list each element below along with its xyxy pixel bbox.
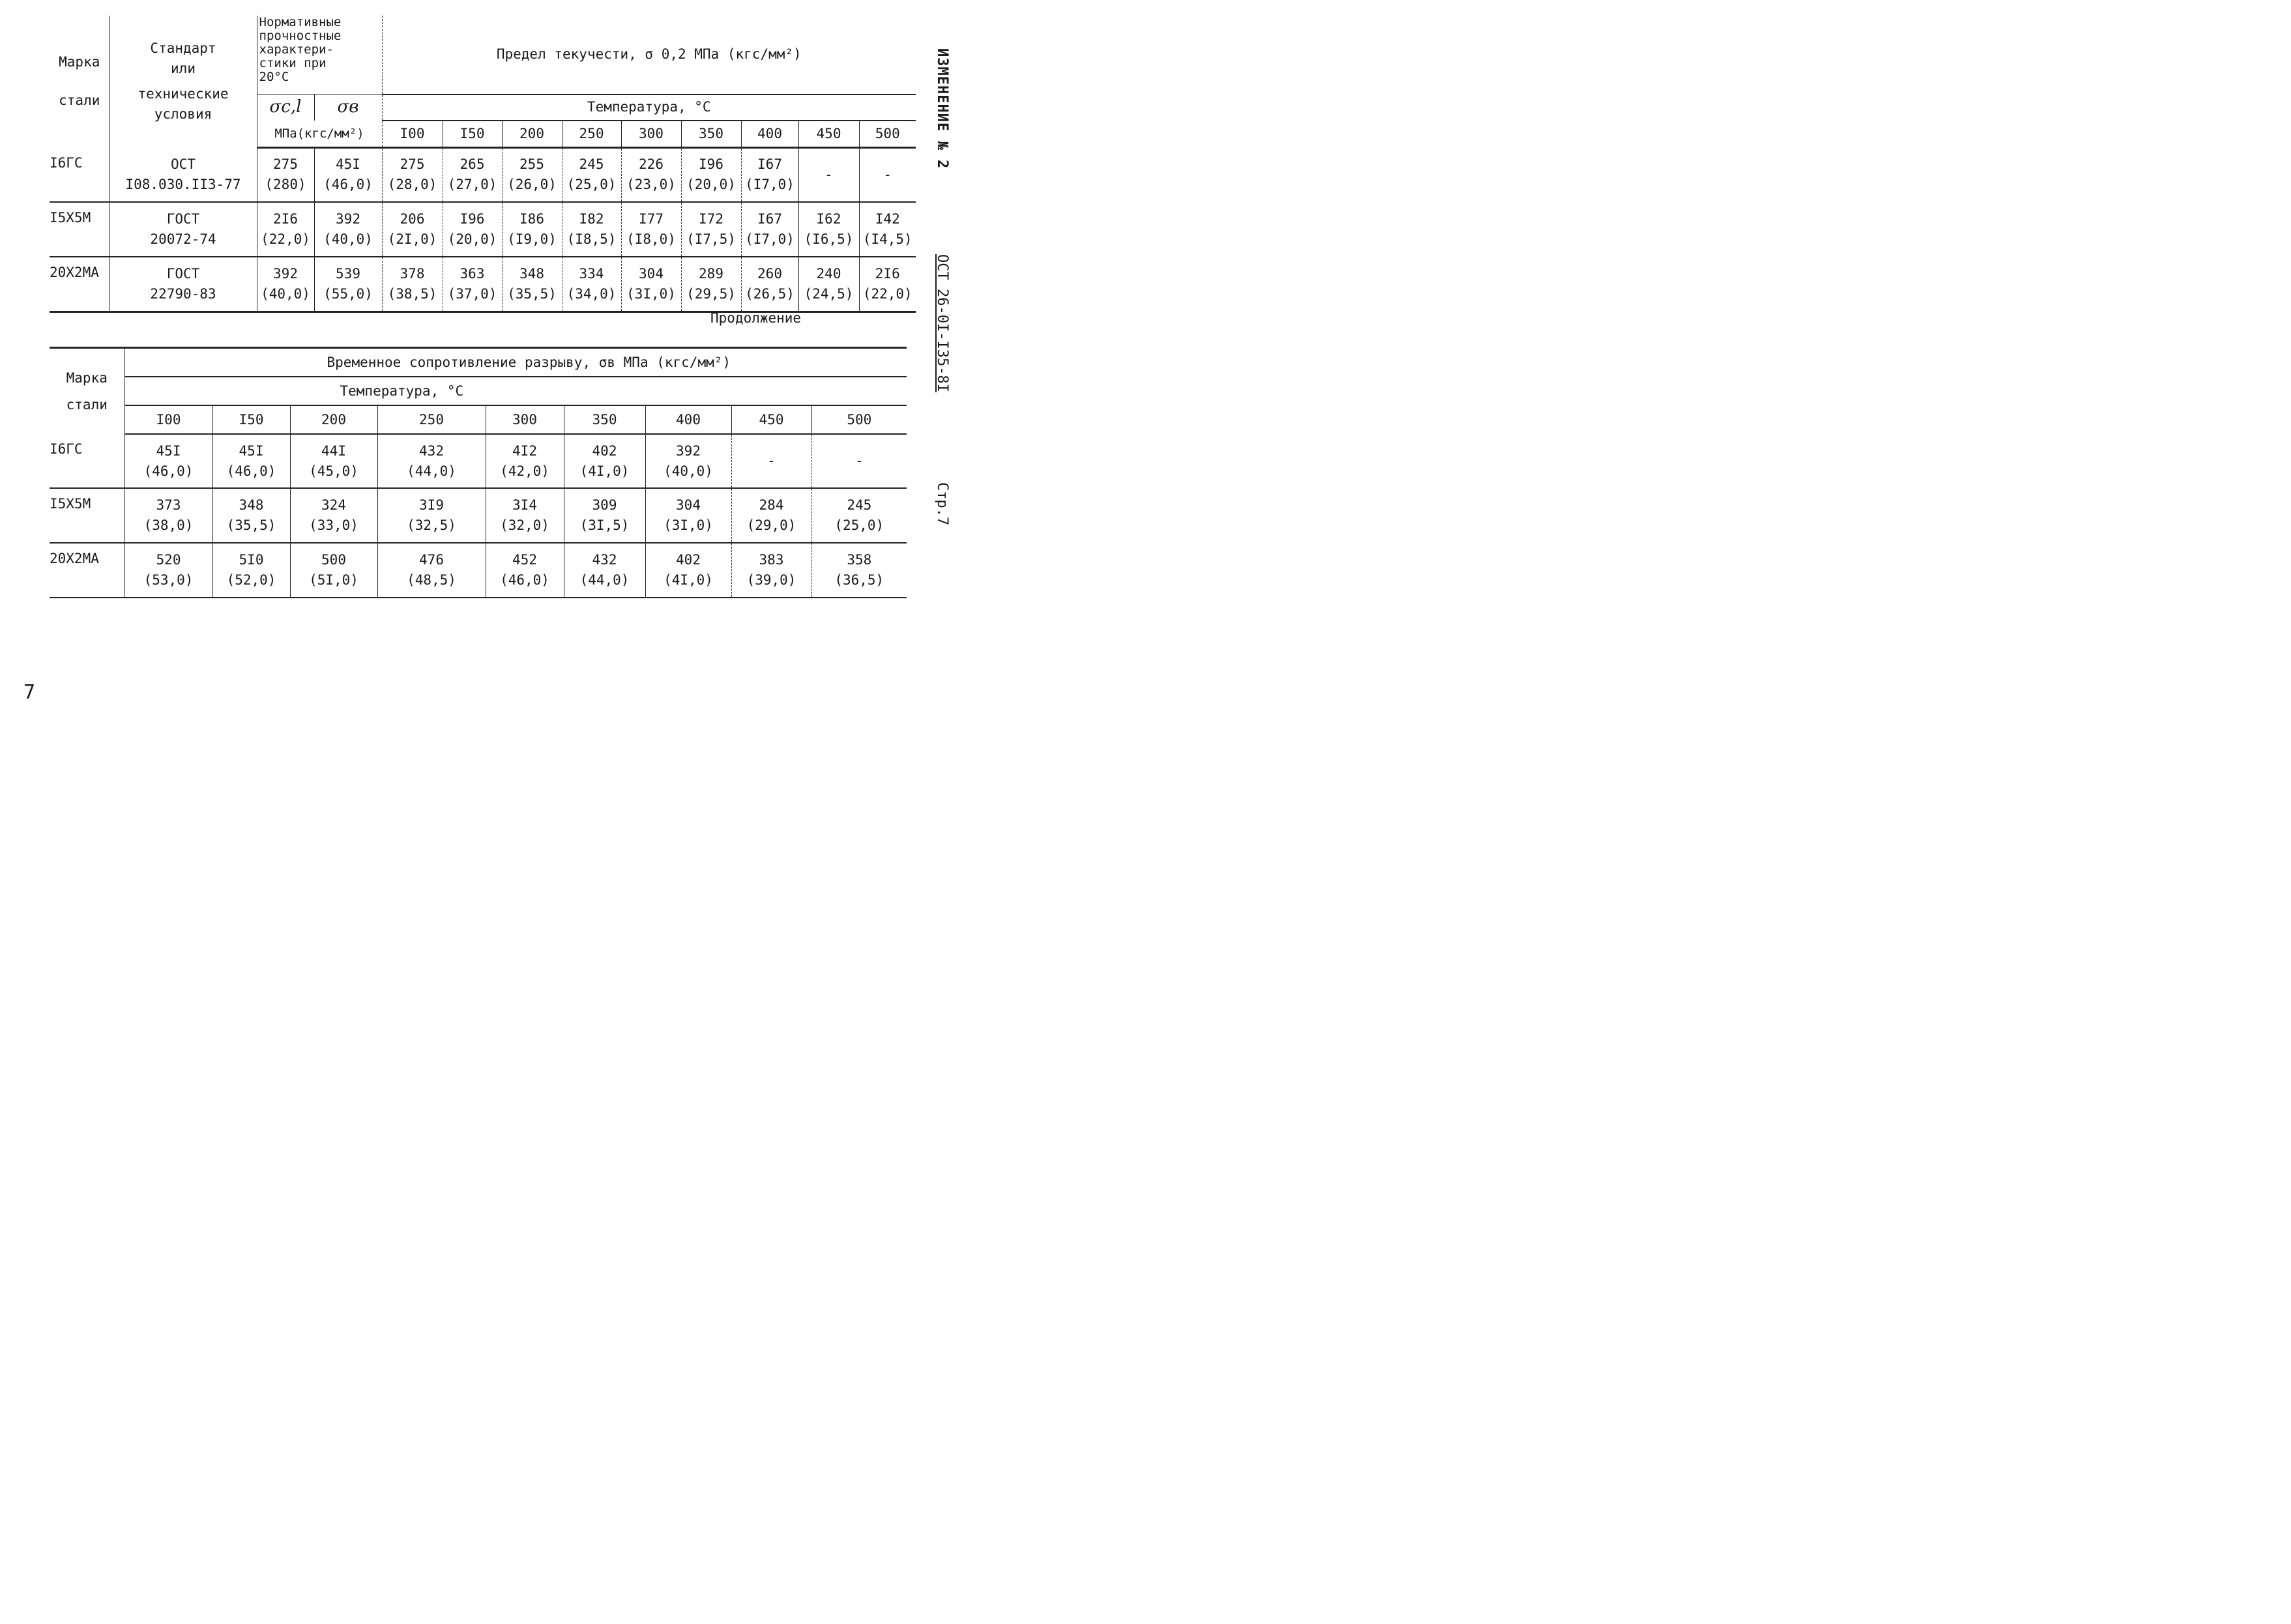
tensile-cell	[290, 434, 377, 488]
tensile-cell	[645, 543, 731, 598]
tensile-cell-kgf: (46,0)	[143, 463, 194, 479]
temp-col-2: 200	[502, 121, 562, 148]
steel-grade-value: I6ГС	[50, 154, 83, 171]
temp-col-2-1: I50	[212, 405, 290, 434]
tensile-cell-value: 4I2	[512, 442, 537, 459]
standard-ref	[109, 257, 257, 312]
tensile-cell	[645, 434, 731, 488]
normative-header-line3: характери-	[259, 42, 334, 57]
temp-col-2-4: 300	[486, 405, 564, 434]
table-row	[50, 488, 907, 543]
steel-grade-value: 20X2MA	[50, 551, 99, 566]
tensile-cell-value: 324	[321, 497, 346, 513]
yield-cell	[681, 148, 741, 202]
standard-header-line3: технические	[138, 86, 229, 102]
yield-cell-value: 240	[816, 265, 841, 282]
standard-number: ОСТ 26-0I-I35-8I	[934, 254, 950, 392]
tensile-cell-kgf: (44,0)	[579, 572, 630, 588]
page-number: Стр.7	[934, 482, 950, 526]
unit-header: МПа(кгс/мм²)	[257, 121, 382, 148]
tensile-cell-value: 383	[759, 552, 784, 568]
tensile-cell-kgf: (44,0)	[407, 463, 456, 479]
normative-header-line1: Нормативные	[259, 15, 342, 29]
standard-ref-kgf: I08.030.II3-77	[125, 176, 241, 192]
tensile-cell-kgf: (45,0)	[309, 463, 358, 479]
tensile-cell	[564, 543, 645, 598]
tensile-cell	[124, 434, 212, 488]
standard-header-line1: Стандарт	[150, 40, 216, 57]
yield-cell-value: 206	[400, 210, 425, 227]
tensile-cell	[564, 434, 645, 488]
tensile-cell	[124, 543, 212, 598]
tensile-cell-kgf: (40,0)	[664, 463, 713, 479]
steel-grade-value: 20X2MA	[50, 264, 99, 280]
tensile-cell-kgf: (4I,0)	[664, 572, 713, 588]
temp-col-2-5: 350	[564, 405, 645, 434]
tensile-cell-value: 3I9	[419, 497, 444, 513]
grade-header-2	[50, 348, 124, 435]
yield-cell-value: 2I6	[875, 265, 900, 282]
tensile-cell-value: 452	[512, 552, 537, 568]
steel-grade	[50, 543, 124, 598]
tensile-cell-value: 476	[419, 552, 444, 568]
tensile-cell-kgf: (3I,5)	[579, 517, 630, 533]
yield-cell-kgf: (34,0)	[566, 285, 617, 302]
normative-header-line5: 20°C	[259, 70, 289, 84]
tensile-cell-value: 245	[847, 497, 872, 513]
yield-cell-kgf: (3I,0)	[626, 285, 676, 302]
yield-cell-value: 245	[579, 156, 604, 173]
temp-col-2-3: 250	[377, 405, 486, 434]
tensile-cell-value: 44I	[321, 442, 346, 459]
standard-ref-value: ОСТ	[171, 156, 196, 172]
yield-cell	[859, 257, 916, 312]
tensile-cell-kgf: (36,5)	[834, 572, 884, 588]
tensile-cell	[731, 488, 811, 543]
grade-header-line2: стали	[59, 93, 100, 109]
tensile-cell-value: -	[767, 453, 776, 469]
temp-col-2-7: 450	[731, 405, 811, 434]
normative-cell	[314, 257, 382, 312]
yield-cell-value: 334	[579, 265, 604, 282]
yield-cell-kgf: (I9,0)	[507, 231, 557, 247]
tensile-cell-kgf: (32,5)	[407, 517, 456, 533]
tensile-cell-value: 402	[592, 442, 617, 459]
normative-cell-kgf: (40,0)	[323, 231, 373, 247]
tensile-title: Временное сопротивление разрыву, σв МПа (кгс/мм²)	[124, 348, 907, 377]
tensile-cell	[731, 543, 811, 598]
tensile-cell-value: 284	[759, 497, 784, 513]
document-page	[0, 0, 1022, 719]
normative-cell-value: 392	[336, 210, 360, 227]
normative-cell	[257, 148, 314, 202]
grade-header-2-line1: Марка	[66, 370, 108, 386]
temp-col-7: 450	[798, 121, 859, 148]
yield-cell	[382, 148, 443, 202]
yield-strength-table	[50, 16, 916, 313]
yield-cell-value: 289	[699, 265, 723, 282]
tensile-cell-kgf: (35,5)	[226, 517, 276, 533]
yield-cell-value: 363	[460, 265, 485, 282]
temperature-header-2: Температура, °С	[124, 377, 907, 405]
sigma-c-header	[257, 94, 314, 121]
yield-cell-kgf: (24,5)	[804, 285, 854, 302]
yield-cell	[741, 202, 798, 257]
tensile-cell-kgf: (42,0)	[500, 463, 549, 479]
temp-col-6: 400	[741, 121, 798, 148]
yield-cell-value: -	[883, 166, 892, 182]
yield-cell-value: I86	[519, 210, 544, 227]
tensile-cell	[377, 488, 486, 543]
yield-cell	[621, 202, 681, 257]
table-row	[50, 543, 907, 598]
tensile-cell-value: 432	[592, 552, 617, 568]
tensile-cell-value: -	[854, 453, 864, 469]
steel-grade	[50, 202, 109, 257]
temp-col-1: I50	[443, 121, 502, 148]
steel-grade	[50, 148, 109, 202]
table-row	[50, 257, 916, 312]
temp-col-2-6: 400	[645, 405, 731, 434]
tensile-cell-kgf: (25,0)	[834, 517, 884, 533]
normative-header-line2: прочностные	[259, 29, 342, 43]
yield-cell-kgf: (27,0)	[447, 177, 497, 193]
yield-cell	[859, 148, 916, 202]
normative-cell-kgf: (22,0)	[261, 231, 310, 247]
tensile-cell	[212, 434, 290, 488]
yield-cell	[562, 148, 621, 202]
tensile-cell-kgf: (52,0)	[226, 572, 276, 588]
temp-col-3: 250	[562, 121, 621, 148]
normative-cell-kgf: (55,0)	[323, 285, 373, 302]
tensile-cell-kgf: (33,0)	[309, 517, 358, 533]
yield-cell	[741, 257, 798, 312]
yield-cell-kgf: (I8,5)	[566, 231, 617, 247]
tensile-cell-value: 373	[156, 497, 181, 513]
yield-cell	[621, 148, 681, 202]
table-row	[50, 202, 916, 257]
temp-col-2-0: I00	[124, 405, 212, 434]
tensile-cell-value: 3I4	[512, 497, 537, 513]
yield-cell-value: 378	[400, 265, 425, 282]
tensile-cell	[212, 543, 290, 598]
steel-grade	[50, 434, 124, 488]
yield-cell	[562, 202, 621, 257]
yield-title: Предел текучести, σ 0,2 МПа (кгс/мм²)	[382, 16, 916, 94]
yield-cell	[798, 257, 859, 312]
tensile-cell-value: 392	[676, 442, 701, 459]
temp-col-8: 500	[859, 121, 916, 148]
tensile-cell	[486, 488, 564, 543]
steel-grade	[50, 257, 109, 312]
sigma-b-header	[314, 94, 382, 121]
normative-cell-value: 539	[336, 265, 360, 282]
handwritten-mark: 7	[23, 681, 36, 704]
table-row	[50, 434, 907, 488]
temperature-header: Температура, °С	[382, 94, 916, 121]
temp-col-2-2: 200	[290, 405, 377, 434]
yield-cell-kgf: (I6,5)	[804, 231, 854, 247]
steel-grade	[50, 488, 124, 543]
yield-cell-kgf: (I7,5)	[686, 231, 736, 247]
continuation-label: Продолжение	[710, 310, 802, 326]
normative-header-line4: стики при	[259, 56, 327, 70]
table-row	[50, 148, 916, 202]
yield-cell-kgf: (37,0)	[447, 285, 497, 302]
normative-cell-kgf: (40,0)	[261, 285, 310, 302]
tensile-cell-value: 402	[676, 552, 701, 568]
yield-cell	[382, 257, 443, 312]
yield-cell-kgf: (I7,0)	[745, 177, 795, 193]
yield-cell-value: -	[824, 166, 833, 182]
yield-cell	[859, 202, 916, 257]
yield-cell-kgf: (29,5)	[686, 285, 736, 302]
yield-cell-kgf: (23,0)	[626, 177, 676, 193]
yield-cell-value: I82	[579, 210, 604, 227]
steel-grade-value: I5X5M	[50, 496, 91, 512]
tensile-cell	[290, 488, 377, 543]
tensile-cell-kgf: (29,0)	[746, 517, 796, 533]
standard-header	[109, 16, 257, 148]
yield-cell-value: I77	[639, 210, 664, 227]
tensile-cell	[811, 488, 907, 543]
tensile-cell-kgf: (32,0)	[500, 517, 549, 533]
grade-header-2-line2: стали	[66, 396, 108, 413]
yield-cell	[502, 257, 562, 312]
yield-cell	[502, 202, 562, 257]
tensile-cell-kgf: (3I,0)	[664, 517, 713, 533]
tensile-cell	[811, 434, 907, 488]
yield-cell	[382, 202, 443, 257]
sigma-b-symbol: σв	[337, 97, 359, 117]
standard-ref	[109, 202, 257, 257]
tensile-cell	[377, 434, 486, 488]
steel-grade-value: I6ГС	[50, 441, 83, 457]
yield-cell-kgf: (25,0)	[566, 177, 617, 193]
tensile-cell-kgf: (46,0)	[500, 572, 549, 588]
normative-cell	[257, 257, 314, 312]
yield-cell	[681, 257, 741, 312]
tensile-cell-value: 304	[676, 497, 701, 513]
yield-cell-kgf: (35,5)	[507, 285, 557, 302]
yield-cell	[562, 257, 621, 312]
temp-col-4: 300	[621, 121, 681, 148]
tensile-cell-kgf: (5I,0)	[309, 572, 358, 588]
tensile-cell	[486, 434, 564, 488]
tensile-cell-value: 500	[321, 552, 346, 568]
yield-cell-value: I96	[699, 156, 723, 173]
yield-cell	[621, 257, 681, 312]
normative-cell	[314, 148, 382, 202]
yield-cell-kgf: (2I,0)	[387, 231, 437, 247]
tensile-cell	[124, 488, 212, 543]
tensile-cell	[486, 543, 564, 598]
normative-cell-value: 392	[273, 265, 298, 282]
yield-cell-kgf: (20,0)	[447, 231, 497, 247]
yield-cell	[741, 148, 798, 202]
tensile-cell	[645, 488, 731, 543]
yield-cell-kgf: (26,5)	[745, 285, 795, 302]
grade-header	[50, 16, 109, 148]
temp-col-5: 350	[681, 121, 741, 148]
tensile-cell-kgf: (38,0)	[143, 517, 194, 533]
temp-col-2-8: 500	[811, 405, 907, 434]
yield-cell	[443, 148, 502, 202]
yield-cell-kgf: (28,0)	[387, 177, 437, 193]
yield-cell-kgf: (I4,5)	[862, 231, 912, 247]
yield-cell-value: 304	[639, 265, 664, 282]
tensile-cell-value: 5I0	[239, 552, 264, 568]
yield-cell	[502, 148, 562, 202]
yield-cell-kgf: (38,5)	[387, 285, 437, 302]
tensile-cell-kgf: (48,5)	[407, 572, 456, 588]
yield-cell-value: I42	[875, 210, 900, 227]
standard-ref-kgf: 22790-83	[150, 285, 216, 302]
yield-cell-value: 226	[639, 156, 664, 173]
temp-col-0: I00	[382, 121, 443, 148]
standard-ref-value: ГОСТ	[166, 265, 200, 282]
tensile-cell-kgf: (46,0)	[226, 463, 276, 479]
yield-cell-value: 265	[460, 156, 485, 173]
standard-header-line2: или	[171, 61, 196, 77]
yield-cell-value: 348	[519, 265, 544, 282]
normative-cell-kgf: (280)	[265, 177, 306, 193]
tensile-cell-kgf: (39,0)	[746, 572, 796, 588]
yield-cell-kgf: (20,0)	[686, 177, 736, 193]
standard-header-line4: условия	[154, 106, 212, 123]
yield-cell-kgf: (I7,0)	[745, 231, 795, 247]
tensile-cell-kgf: (4I,0)	[579, 463, 630, 479]
yield-cell-value: I62	[816, 210, 841, 227]
tensile-cell-value: 432	[419, 442, 444, 459]
yield-cell-kgf: (22,0)	[862, 285, 912, 302]
yield-cell-kgf: (I8,0)	[626, 231, 676, 247]
steel-grade-value: I5X5M	[50, 209, 91, 225]
grade-header-line1: Марка	[59, 54, 100, 70]
tensile-cell-value: 348	[239, 497, 264, 513]
tensile-cell	[290, 543, 377, 598]
tensile-cell-kgf: (53,0)	[143, 572, 194, 588]
yield-cell-value: I67	[757, 156, 782, 173]
tensile-strength-table	[50, 347, 907, 598]
yield-cell-value: 275	[400, 156, 425, 173]
standard-ref-kgf: 20072-74	[150, 231, 216, 247]
tensile-cell	[564, 488, 645, 543]
normative-cell-value: 275	[273, 156, 298, 173]
yield-cell	[681, 202, 741, 257]
tensile-cell-value: 45I	[156, 442, 181, 459]
yield-cell-value: 255	[519, 156, 544, 173]
normative-cell	[314, 202, 382, 257]
tensile-cell	[212, 488, 290, 543]
yield-cell-value: I72	[699, 210, 723, 227]
tensile-cell-value: 520	[156, 552, 181, 568]
standard-ref	[109, 148, 257, 202]
tensile-cell-value: 309	[592, 497, 617, 513]
yield-cell-value: 260	[757, 265, 782, 282]
tensile-cell	[811, 543, 907, 598]
normative-cell	[257, 202, 314, 257]
tensile-cell-value: 45I	[239, 442, 264, 459]
yield-cell	[443, 257, 502, 312]
yield-cell-kgf: (26,0)	[507, 177, 557, 193]
normative-header	[257, 16, 382, 94]
standard-ref-value: ГОСТ	[166, 210, 200, 227]
yield-cell	[443, 202, 502, 257]
normative-cell-kgf: (46,0)	[323, 177, 373, 193]
sigma-c-symbol: σс,l	[269, 97, 302, 117]
tensile-cell	[731, 434, 811, 488]
normative-cell-value: 2I6	[273, 210, 298, 227]
yield-cell-value: I96	[460, 210, 485, 227]
yield-cell	[798, 202, 859, 257]
tensile-cell	[377, 543, 486, 598]
yield-cell	[798, 148, 859, 202]
normative-cell-value: 45I	[336, 156, 360, 173]
tensile-cell-value: 358	[847, 552, 872, 568]
change-notice: ИЗМЕНЕНИЕ № 2	[934, 48, 950, 169]
yield-cell-value: I67	[757, 210, 782, 227]
